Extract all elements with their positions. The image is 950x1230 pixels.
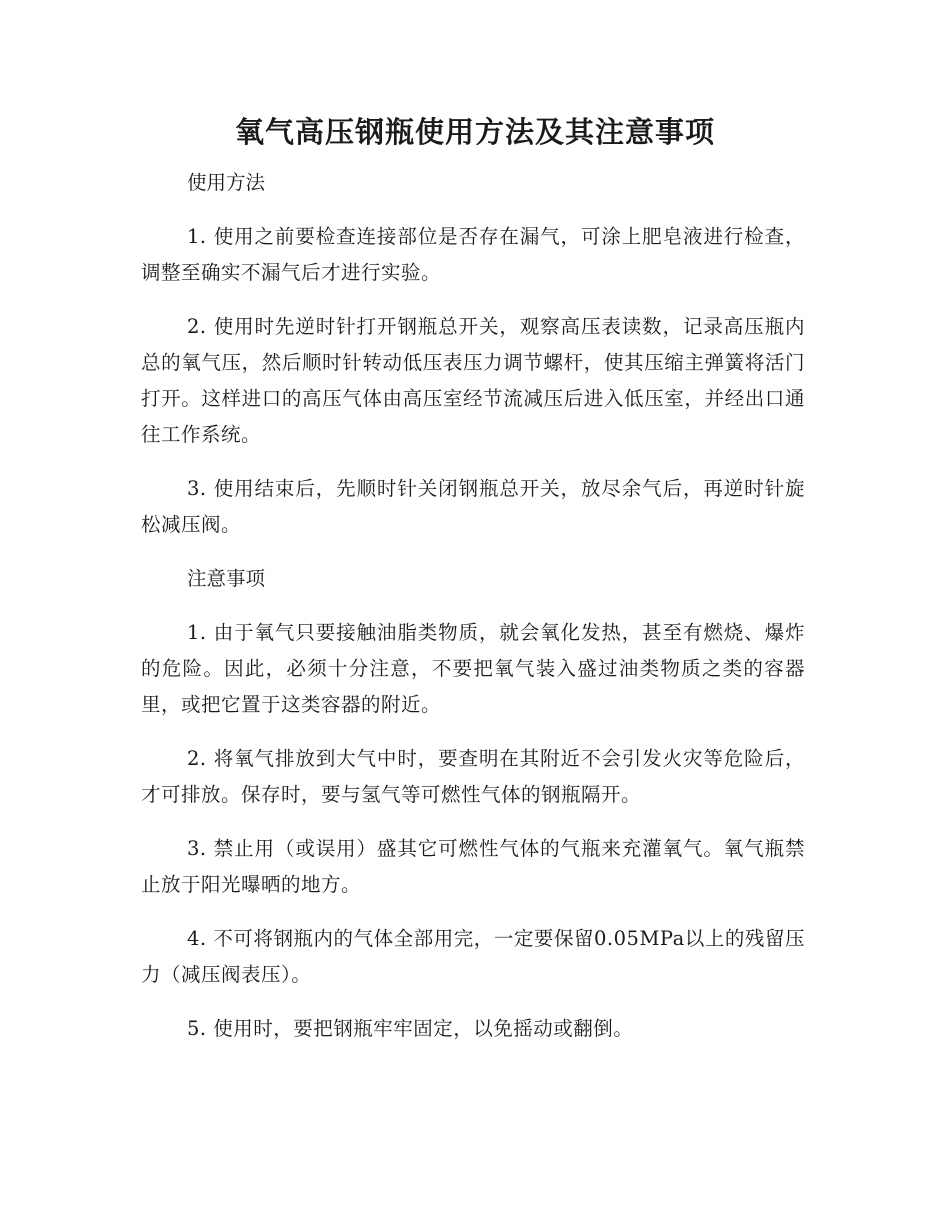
precaution-item-5: 5. 使用时，要把钢瓶牢牢固定，以免摇动或翻倒。 [187, 1017, 634, 1040]
section-heading-usage: 使用方法 [187, 171, 266, 194]
precaution-item-1: 1. 由于氧气只要接触油脂类物质，就会氧化发热，甚至有燃烧、爆炸的危险。因此，必须十分注意，不要把氧气装入盛过油类物质之类的容器里，或把它置于这类容器的附近。 [141, 621, 805, 716]
usage-item-1: 1. 使用之前要检查连接部位是否存在漏气，可涂上肥皂液进行检查，调整至确实不漏气后才进行实验。 [141, 225, 805, 284]
precaution-item-3: 3. 禁止用（或误用）盛其它可燃性气体的气瓶来充灌氧气。氧气瓶禁止放于阳光曝晒的地方。 [141, 837, 805, 896]
precaution-item-4: 4. 不可将钢瓶内的气体全部用完，一定要保留0.05MPa以上的残留压力（减压阀表压）。 [141, 927, 805, 986]
precaution-item-2: 2. 将氧气排放到大气中时，要查明在其附近不会引发火灾等危险后，才可排放。保存时，要与氢气等可燃性气体的钢瓶隔开。 [141, 747, 805, 806]
section-heading-precautions: 注意事项 [187, 567, 266, 590]
usage-item-2: 2. 使用时先逆时针打开钢瓶总开关，观察高压表读数，记录高压瓶内总的氧气压，然后顺时针转动低压表压力调节螺杆，使其压缩主弹簧将活门打开。这样进口的高压气体由高压室经节流减压后进入低压室，并经出口通往工作系统。 [141, 315, 805, 446]
document-title: 氧气高压钢瓶使用方法及其注意事项 [234, 115, 715, 149]
usage-item-3: 3. 使用结束后，先顺时针关闭钢瓶总开关，放尽余气后，再逆时针旋松减压阀。 [141, 477, 805, 536]
document-body [141, 165, 805, 1047]
